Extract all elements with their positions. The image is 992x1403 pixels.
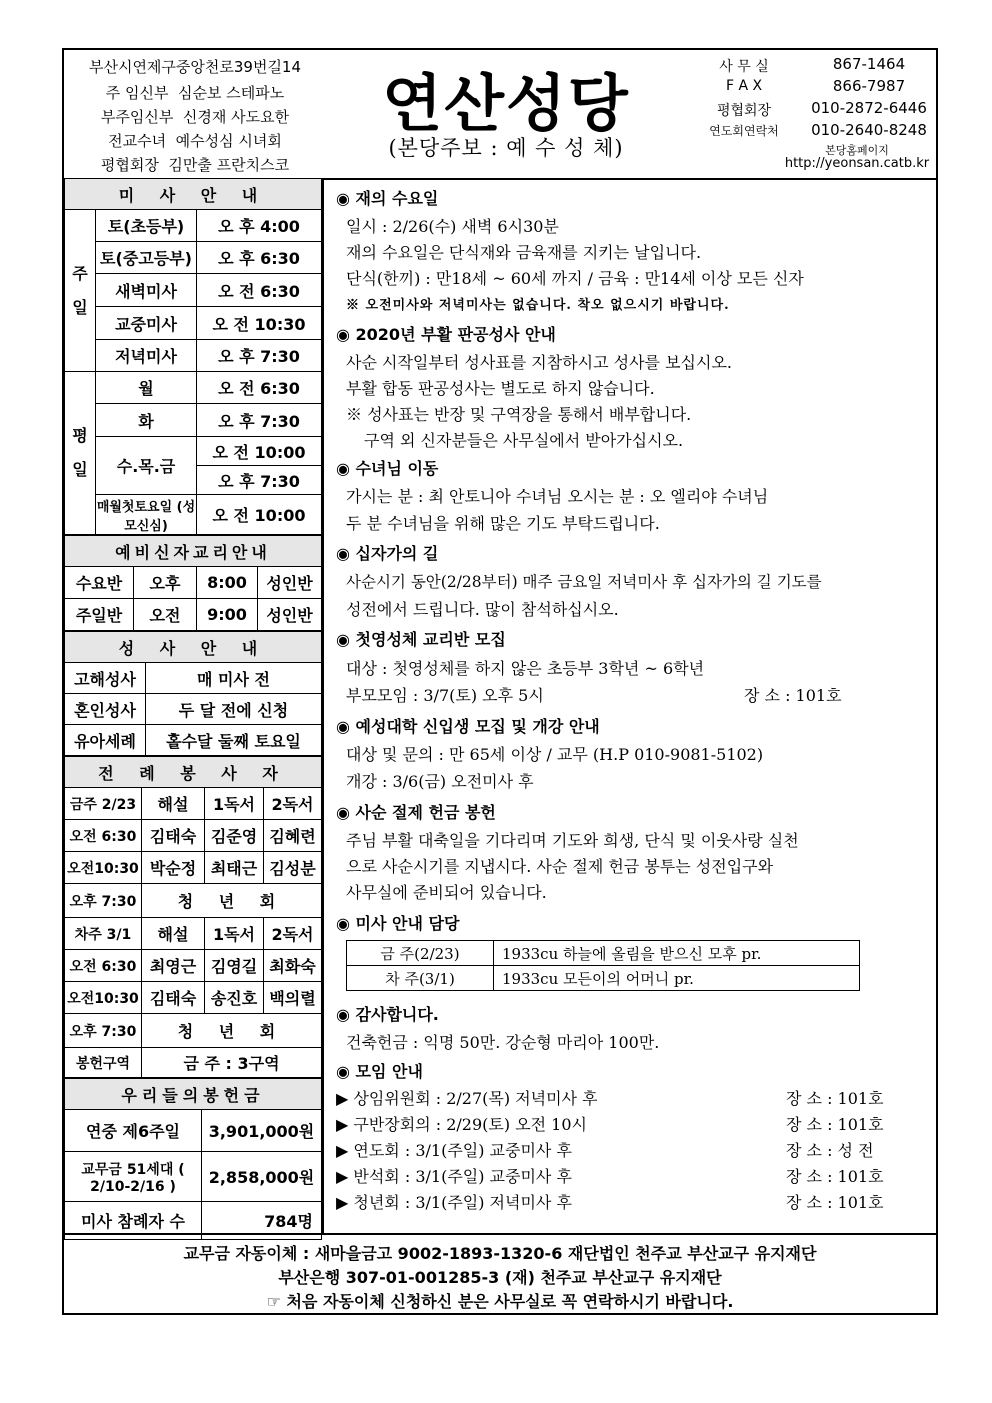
attendance-value: 784명	[202, 1202, 322, 1240]
role-reading2: 2독서	[264, 788, 322, 820]
mass-schedule-table	[64, 178, 322, 535]
week-label: 차주 3/1	[65, 918, 142, 950]
intention-what: 1933cu 모든이의 어머니 pr.	[494, 966, 860, 991]
notice-line: 사순시기 동안(2/28부터) 매주 금요일 저녁미사 후 십자가의 길 기도를	[346, 573, 822, 591]
week-label: 금주 2/23	[65, 788, 142, 820]
minister-name: 박순정	[142, 852, 205, 884]
minister-name: 김영길	[205, 950, 264, 982]
contact-value: 866-7987	[832, 77, 906, 95]
class-ampm: 오후	[134, 567, 197, 599]
ministers-heading: 전 례 봉 사 자	[65, 757, 322, 788]
notice-line: 대상 및 문의 : 만 65세 이상 / 교무 (H.P 010-9081-5102)	[346, 745, 764, 764]
mass-name: 화	[96, 404, 197, 437]
role-commentary: 해설	[142, 918, 205, 950]
minister-name: 김태숙	[142, 982, 205, 1014]
minister-name: 최영근	[142, 950, 205, 982]
notice-intentions-title: ◉ 미사 안내 담당	[336, 914, 460, 933]
contact-value: 867-1464	[832, 55, 906, 73]
class-time: 9:00	[197, 599, 258, 631]
mass-time: 오 후 7:30	[197, 466, 322, 495]
minister-name: 최화숙	[264, 950, 322, 982]
class-ampm: 오전	[134, 599, 197, 631]
offering-zone-label: 봉헌구역	[65, 1048, 142, 1078]
mass-time: 오 후 6:30	[197, 242, 322, 274]
bulletin-subtitle: (본당주보 : 예 수 성 체)	[388, 136, 624, 160]
offering-label: 교무금 51세대 ( 2/10-2/16 )	[65, 1152, 202, 1202]
mass-time: 오 후 4:00	[197, 210, 322, 242]
mass-name: 월	[96, 372, 197, 404]
offering-value: 3,901,000원	[202, 1110, 322, 1152]
notice-line: 두 분 수녀님을 위해 많은 기도 부탁드립니다.	[346, 514, 660, 533]
mass-name: 수.목.금	[96, 437, 197, 495]
meeting-row: ▶ 반석회 : 3/1(주일) 교중미사 후 장 소 : 101호	[336, 1167, 884, 1186]
notice-line: 개강 : 3/6(금) 오전미사 후	[346, 772, 534, 791]
notice-thanks-title: ◉ 감사합니다.	[336, 1005, 439, 1024]
staff-assistant: 부주임신부 신경재 사도요한	[100, 108, 290, 126]
footer-notice: ☞ 처음 자동이체 신청하신 분은 사무실로 꼭 연락하시기 바랍니다.	[266, 1292, 734, 1311]
minister-time: 오전10:30	[65, 852, 142, 884]
meeting-row: ▶ 청년회 : 3/1(주일) 저녁미사 후 장 소 : 101호	[336, 1193, 884, 1212]
minister-group: 청 년 회	[142, 1014, 322, 1048]
notice-line: 사순 시작일부터 성사표를 지참하시고 성사를 보십시오.	[346, 353, 733, 372]
ministers-table	[64, 756, 322, 1078]
meeting-row: ▶ 상임위원회 : 2/27(목) 저녁미사 후 장 소 : 101호	[336, 1089, 884, 1108]
mass-name: 토(중고등부)	[96, 242, 197, 274]
minister-name: 김성분	[264, 852, 322, 884]
mass-name: 토(초등부)	[96, 210, 197, 242]
meeting-row: ▶ 연도회 : 3/1(주일) 교중미사 후 장 소 : 성 전	[336, 1141, 874, 1160]
notice-line: 성전에서 드립니다. 많이 참석하십시오.	[346, 600, 619, 619]
sacraments-table	[64, 631, 322, 756]
mass-time: 오 전 10:00	[197, 437, 322, 466]
mass-time: 오 후 7:30	[197, 340, 322, 372]
notice-ash-title: ◉ 재의 수요일	[336, 189, 439, 208]
minister-name: 김혜련	[264, 820, 322, 852]
minister-name: 최태근	[205, 852, 264, 884]
offerings-heading: 우리들의봉헌금	[65, 1079, 322, 1110]
intention-when: 차 주(3/1)	[347, 966, 494, 991]
bulletin-frame	[62, 48, 938, 1315]
sacrament-info: 두 달 전에 신청	[146, 694, 322, 725]
notice-communion-title: ◉ 첫영성체 교리반 모집	[336, 630, 506, 649]
notice-college-title: ◉ 예성대학 신입생 모집 및 개강 안내	[336, 717, 600, 736]
minister-time: 오전 6:30	[65, 950, 142, 982]
sunday-label: 주일	[65, 210, 96, 372]
notice-line: 사무실에 준비되어 있습니다.	[346, 883, 547, 902]
class-name: 주일반	[65, 599, 134, 631]
footer-bank-line: 부산은행 307-01-001285-3 (재) 천주교 부산교구 유지재단	[278, 1268, 722, 1287]
sacrament-name: 혼인성사	[65, 694, 146, 725]
notice-sisters-title: ◉ 수녀님 이동	[336, 459, 439, 478]
homepage-label: 본당홈페이지	[825, 144, 889, 157]
notices-column	[324, 178, 936, 1233]
homepage-link[interactable]: http://yeonsan.catb.kr	[784, 156, 930, 171]
role-reading1: 1독서	[205, 918, 264, 950]
notice-line: 일시 : 2/26(수) 새벽 6시30분	[346, 217, 559, 236]
contact-value: 010-2640-8248	[811, 121, 927, 139]
notice-line: 주님 부활 대축일을 기다리며 기도와 희생, 단식 및 이웃사랑 실천	[346, 831, 799, 850]
sacrament-info: 홀수달 둘째 토요일	[146, 725, 322, 756]
offering-label: 연중 제6주일	[65, 1110, 202, 1152]
contact-label: 평협회장	[716, 103, 772, 119]
contact-value: 010-2872-6446	[811, 99, 927, 117]
role-reading1: 1독서	[205, 788, 264, 820]
mass-name: 저녁미사	[96, 340, 197, 372]
intention-what: 1933cu 하늘에 올림을 받으신 모후 pr.	[494, 941, 860, 966]
notice-confession-title: ◉ 2020년 부활 판공성사 안내	[336, 325, 556, 344]
parish-info	[64, 50, 326, 178]
sacrament-info: 매 미사 전	[146, 663, 322, 694]
notice-line: 대상 : 첫영성체를 하지 않은 초등부 3학년 ~ 6학년	[346, 659, 705, 678]
contact-label: F A X	[725, 78, 763, 94]
minister-name: 백의렬	[264, 982, 322, 1014]
minister-group: 청 년 회	[142, 884, 322, 918]
parish-address: 부산시연제구중앙천로39번길14	[88, 58, 302, 76]
notice-stations-title: ◉ 십자가의 길	[336, 544, 439, 563]
meeting-row: ▶ 구반장회의 : 2/29(토) 오전 10시 장 소 : 101호	[336, 1115, 884, 1134]
sacrament-name: 유아세례	[65, 725, 146, 756]
role-commentary: 해설	[142, 788, 205, 820]
notice-line: 건축헌금 : 익명 50만. 강순형 마리아 100만.	[346, 1033, 660, 1052]
intention-when: 금 주(2/23)	[347, 941, 494, 966]
notice-line: ※ 성사표는 반장 및 구역장을 통해서 배부합니다.	[346, 405, 692, 424]
notice-line: 부모모임 : 3/7(토) 오후 5시	[346, 686, 544, 705]
mass-name: 새벽미사	[96, 274, 197, 307]
footer-bank-line: 교무금 자동이체 : 새마을금고 9002-1893-1320-6 재단법인 천주교 부산교구 유지재단	[183, 1244, 817, 1263]
sacraments-heading: 성 사 안 내	[65, 632, 322, 663]
contact-info	[686, 50, 936, 178]
notice-meetings-title: ◉ 모임 안내	[336, 1062, 423, 1081]
catechumen-heading: 예비신자교리안내	[65, 536, 322, 567]
role-reading2: 2독서	[264, 918, 322, 950]
notice-place: 장 소 : 101호	[744, 686, 842, 705]
mass-time: 오 전 10:00	[197, 495, 322, 535]
mass-name: 매월첫토요일 (성모신심)	[96, 495, 197, 535]
notice-line: 구역 외 신자분들은 사무실에서 받아가십시오.	[364, 431, 684, 450]
attendance-label: 미사 참례자 수	[65, 1202, 202, 1240]
notice-line: 부활 합동 판공성사는 별도로 하지 않습니다.	[346, 379, 655, 398]
mass-time: 오 후 7:30	[197, 404, 322, 437]
mass-heading: 미 사 안 내	[65, 179, 322, 210]
weekday-label: 평일	[65, 372, 96, 535]
staff-pastor: 주 임신부 심순보 스테파노	[105, 84, 285, 102]
staff-council: 평협회장 김만출 프란치스코	[100, 156, 290, 174]
bulletin-title-block	[326, 50, 686, 178]
minister-name: 김준영	[205, 820, 264, 852]
notice-line: 가시는 분 : 최 안토니아 수녀님 오시는 분 : 오 엘리야 수녀님	[346, 487, 769, 506]
contact-label: 사 무 실	[719, 59, 769, 75]
notice-warning: ※ 오전미사와 저녁미사는 없습니다. 착오 없으시기 바랍니다.	[346, 298, 730, 313]
offering-zone-value: 금 주 : 3구역	[142, 1048, 322, 1078]
catechumen-table	[64, 535, 322, 631]
bulletin-footer	[64, 1233, 936, 1315]
mass-time: 오 전 6:30	[197, 372, 322, 404]
mass-name: 교중미사	[96, 307, 197, 340]
notice-line: 재의 수요일은 단식재와 금육재를 지키는 날입니다.	[346, 243, 702, 262]
notice-line: 단식(한끼) : 만18세 ~ 60세 까지 / 금육 : 만14세 이상 모든 신자	[346, 269, 804, 288]
bulletin-header	[64, 50, 936, 180]
minister-time: 오후 7:30	[65, 884, 142, 918]
mass-time: 오 전 6:30	[197, 274, 322, 307]
parish-title: 연산성당	[382, 67, 630, 140]
offerings-table	[64, 1078, 322, 1240]
minister-time: 오전 6:30	[65, 820, 142, 852]
notice-line: 으로 사순시기를 지냅시다. 사순 절제 헌금 봉투는 성전입구와	[346, 857, 774, 876]
notice-lent-title: ◉ 사순 절제 헌금 봉헌	[336, 803, 496, 822]
staff-sister: 전교수녀 예수성심 시녀회	[108, 132, 282, 150]
mass-time: 오 전 10:30	[197, 307, 322, 340]
offering-value: 2,858,000원	[202, 1152, 322, 1202]
minister-name: 김태숙	[142, 820, 205, 852]
minister-time: 오후 7:30	[65, 1014, 142, 1048]
minister-name: 송진호	[205, 982, 264, 1014]
contact-label: 연도회연락처	[709, 124, 779, 138]
class-target: 성인반	[258, 599, 322, 631]
mass-intentions-table	[346, 940, 860, 991]
class-target: 성인반	[258, 567, 322, 599]
minister-time: 오전10:30	[65, 982, 142, 1014]
sacrament-name: 고해성사	[65, 663, 146, 694]
class-name: 수요반	[65, 567, 134, 599]
left-column	[64, 178, 324, 1233]
class-time: 8:00	[197, 567, 258, 599]
